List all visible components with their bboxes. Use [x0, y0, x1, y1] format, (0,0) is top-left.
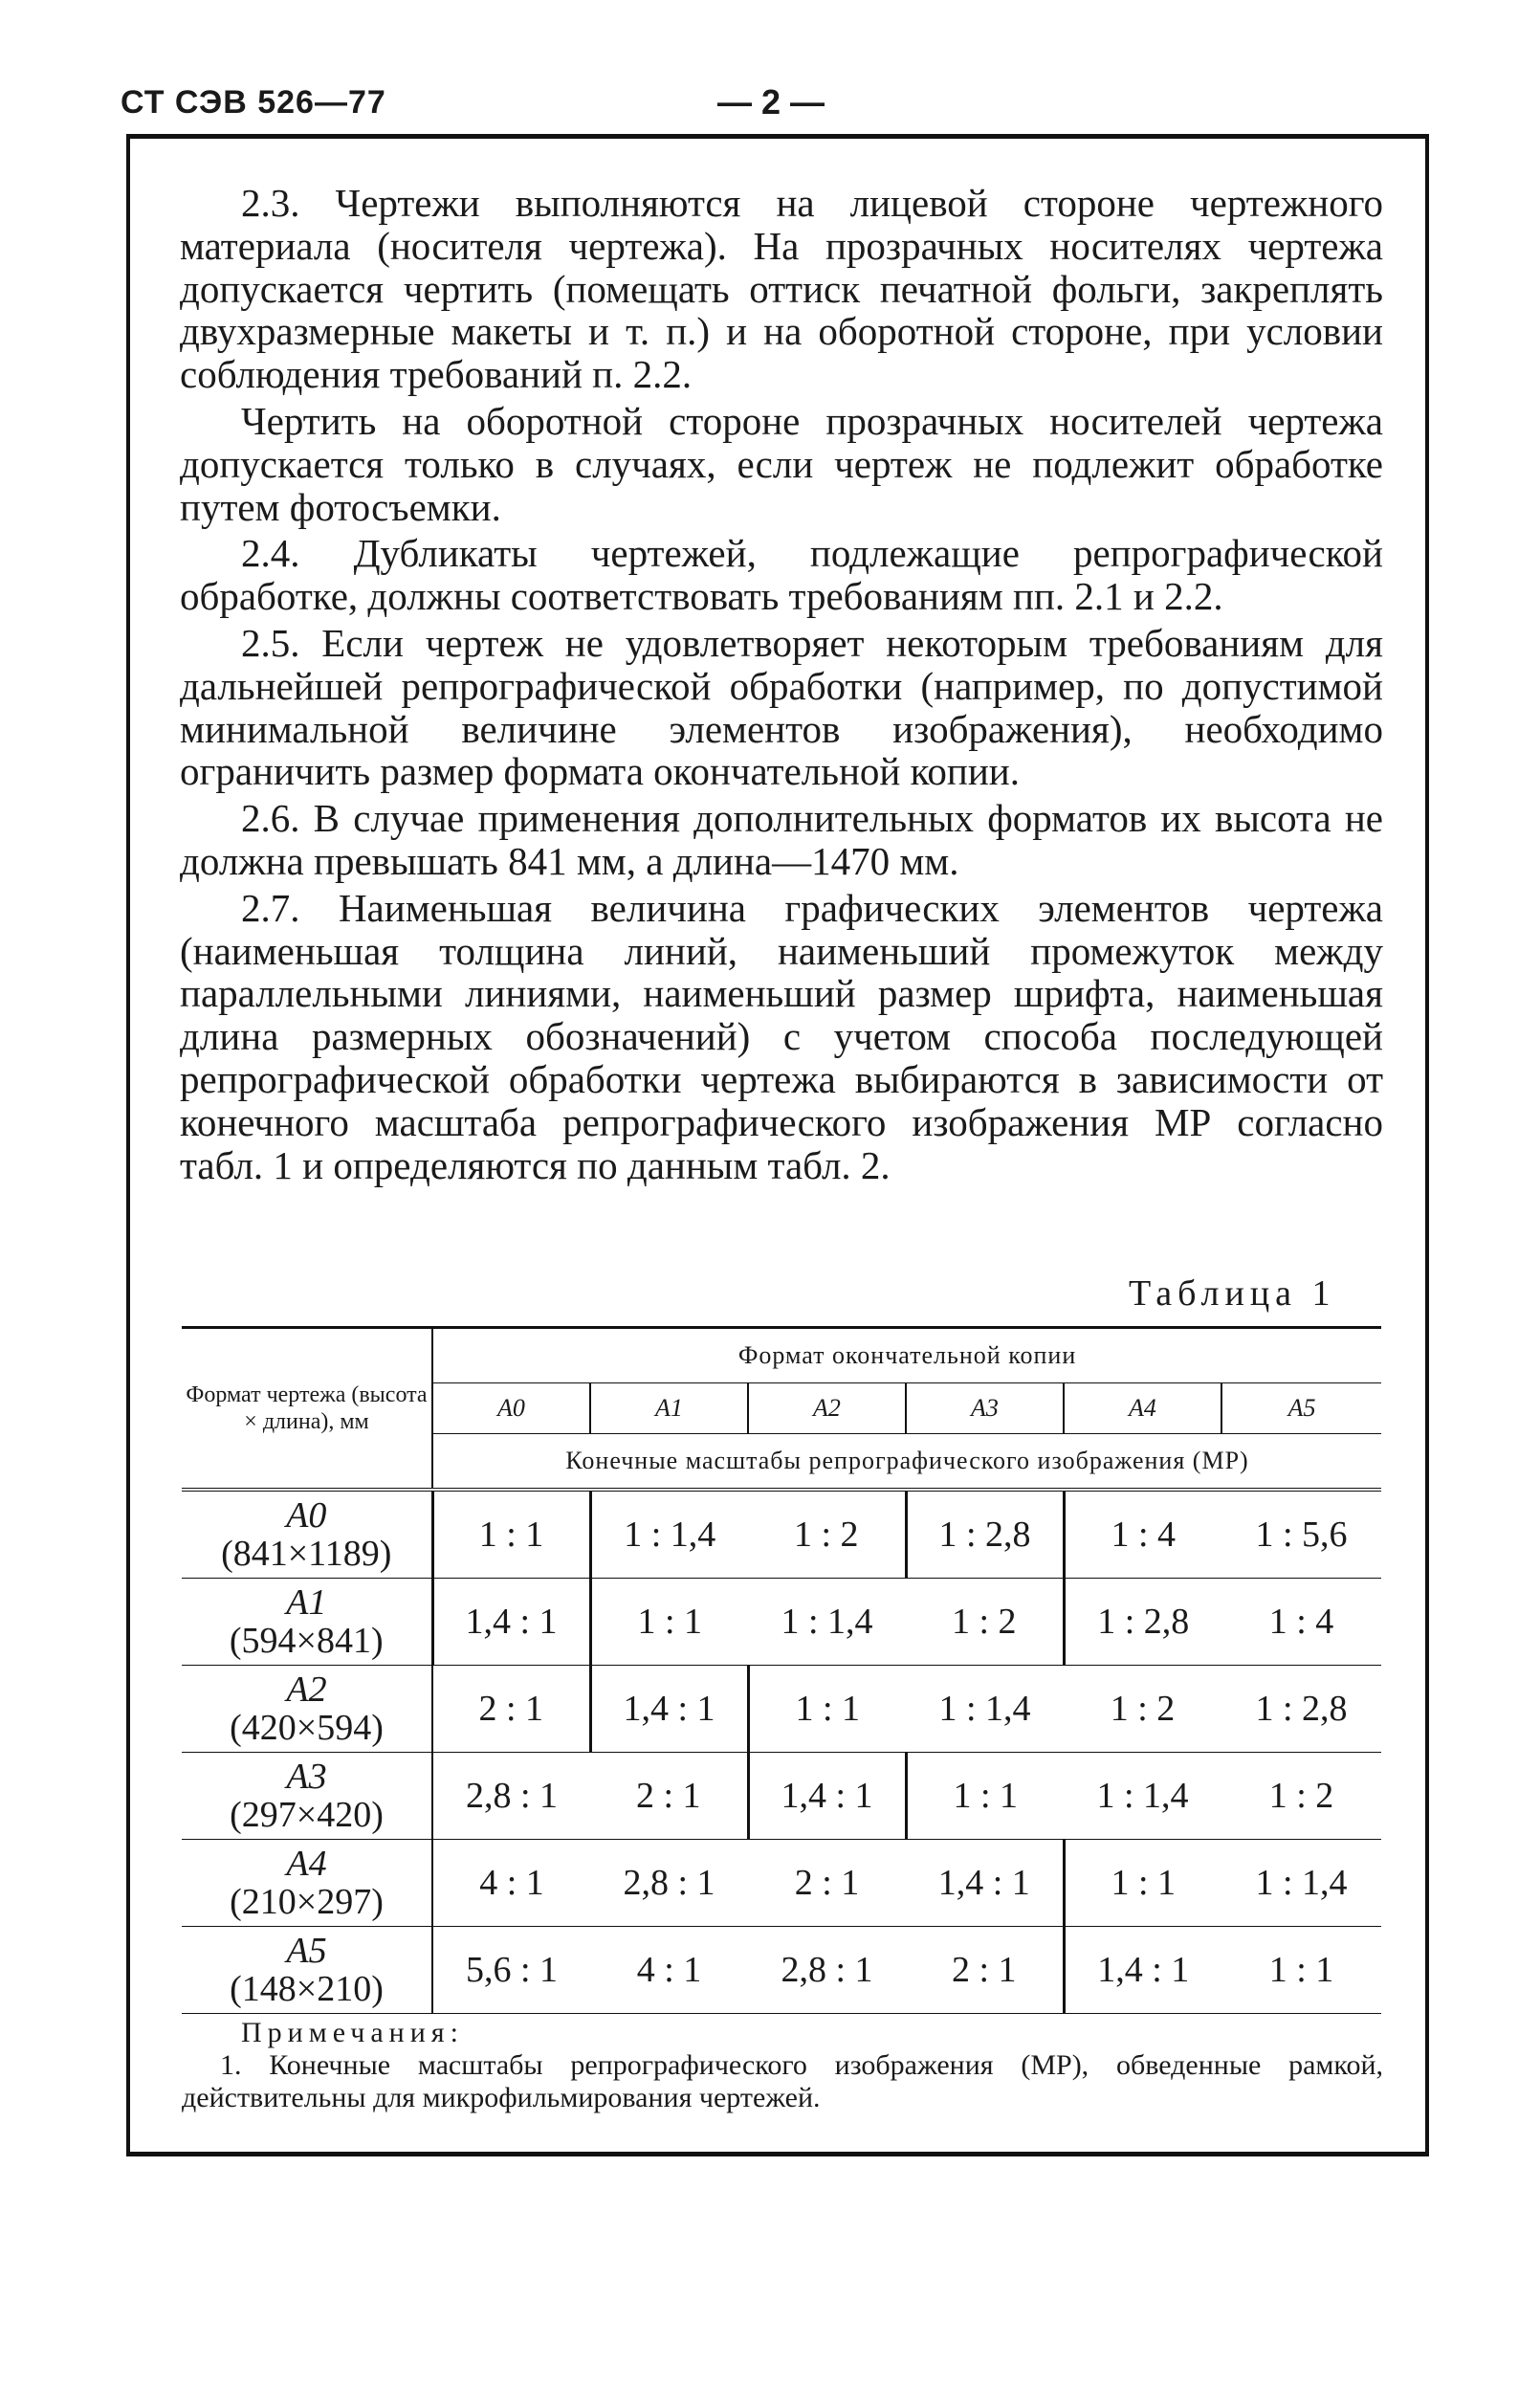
paragraph-2-7: 2.7. Наименьшая величина графических элементов чертежа (наименьшая толщина линий, наименьший промежуток между параллельными линиями, наименьший размер шрифта, наименьшая длина размерных обозначений) с учетом способа последующей репрографической обработки чертежа выбираются в зависимости от конечного масштаба репрографического изображения МР согласно табл. 1 и определяются по данным табл. 2. — [180, 885, 1383, 1187]
table-cell: 2,8 : 1 — [748, 1927, 906, 2014]
standard-code: СТ СЭВ 526—77 — [121, 84, 386, 121]
table-cell: 1 : 1,4 — [590, 1490, 748, 1579]
table-row — [182, 1579, 1381, 1666]
table-cell: 2 : 1 — [748, 1840, 906, 1927]
col-format-a3: A3 — [906, 1383, 1064, 1434]
row-label: A5 (148×210) — [182, 1927, 432, 2014]
table-cell: 1,4 : 1 — [748, 1753, 906, 1840]
table-cell: 1 : 1,4 — [1221, 1840, 1381, 1927]
table-cell: 2 : 1 — [590, 1753, 748, 1840]
table-cell: 1 : 2 — [906, 1579, 1064, 1666]
table-cell: 4 : 1 — [432, 1840, 590, 1927]
table-row — [182, 1753, 1381, 1840]
row-label: A1 (594×841) — [182, 1579, 432, 1666]
col-format-a5: A5 — [1221, 1383, 1381, 1434]
paragraph-2-5: 2.5. Если чертеж не удовлетворяет некоторым требованиям для дальнейшей репрографической обработки (например, по допустимой минимальной величине элементов изображения), необходимо ограничить размер формата окончательной копии. — [180, 620, 1383, 794]
col-subheader-mp: Конечные масштабы репрографического изображения (МР) — [432, 1434, 1381, 1491]
row-label: A2 (420×594) — [182, 1666, 432, 1753]
table-cell: 1 : 4 — [1064, 1490, 1221, 1579]
table-cell: 4 : 1 — [590, 1927, 748, 2014]
row-label: A3 (297×420) — [182, 1753, 432, 1840]
paragraph-2-3: 2.3. Чертежи выполняются на лицевой стороне чертежного материала (носителя чертежа). На прозрачных носителях чертежа допускается чертить (помещать оттиск печатной фольги, закреплять двухразмерные макеты и т. п.) и на оборотной стороне, при условии соблюдения требований п. 2.2. — [180, 181, 1383, 397]
table-row — [182, 1490, 1381, 1579]
col-header-final-copy-format: Формат окончательной копии — [432, 1328, 1381, 1383]
table-notes — [182, 2017, 1383, 2114]
table-cell: 1 : 1,4 — [1064, 1753, 1221, 1840]
table-cell: 1 : 1 — [590, 1579, 748, 1666]
note-item: 1. Конечные масштабы репрографического изображения (МР), обведенные рамкой, действительны для микрофильмирования чертежей. — [182, 2049, 1383, 2113]
table-cell: 5,6 : 1 — [432, 1927, 590, 2014]
table-cell: 1,4 : 1 — [432, 1579, 590, 1666]
body-text — [180, 182, 1383, 1190]
table-cell: 1 : 1,4 — [906, 1666, 1064, 1753]
table-cell: 2,8 : 1 — [432, 1753, 590, 1840]
table-cell: 1 : 1 — [1221, 1927, 1381, 2014]
col-format-a4: A4 — [1064, 1383, 1221, 1434]
table-row — [182, 1927, 1381, 2014]
table-cell: 1 : 1 — [906, 1753, 1064, 1840]
table-cell: 2 : 1 — [432, 1666, 590, 1753]
table-cell: 1 : 1,4 — [748, 1579, 906, 1666]
page-header — [121, 84, 1421, 132]
table-cell: 1 : 1 — [1064, 1840, 1221, 1927]
col-format-a1: A1 — [590, 1383, 748, 1434]
table-cell: 1 : 5,6 — [1221, 1490, 1381, 1579]
table-cell: 2,8 : 1 — [590, 1840, 748, 1927]
table-cell: 1 : 2,8 — [1221, 1666, 1381, 1753]
table-caption: Таблица 1 — [1129, 1273, 1336, 1314]
scale-table — [182, 1326, 1381, 2014]
paragraph-2-3-cont: Чертить на оборотной стороне прозрачных носителей чертежа допускается только в случаях, если чертеж не подлежит обработке путем фотосъемки. — [180, 398, 1383, 529]
page-number: — 2 — — [717, 82, 825, 122]
table-cell: 1,4 : 1 — [590, 1666, 748, 1753]
paragraph-2-6: 2.6. В случае применения дополнительных форматов их высота не должна превышать 841 мм, а длина—1470 мм. — [180, 796, 1383, 883]
table-cell: 1 : 1 — [432, 1490, 590, 1579]
col-format-a2: A2 — [748, 1383, 906, 1434]
paragraph-2-4: 2.4. Дубликаты чертежей, подлежащие репрографической обработке, должны соответствовать требованиям пп. 2.1 и 2.2. — [180, 531, 1383, 619]
table-cell: 1,4 : 1 — [1064, 1927, 1221, 2014]
table-row — [182, 1840, 1381, 1927]
table-cell: 1 : 2,8 — [906, 1490, 1064, 1579]
table-cell: 1 : 2 — [1064, 1666, 1221, 1753]
notes-title: Примечания: — [241, 2017, 464, 2048]
table-cell: 1 : 4 — [1221, 1579, 1381, 1666]
table-cell: 1 : 2,8 — [1064, 1579, 1221, 1666]
col-format-a0: A0 — [432, 1383, 590, 1434]
table-cell: 1 : 1 — [748, 1666, 906, 1753]
table-cell: 1,4 : 1 — [906, 1840, 1064, 1927]
col-header-drawing-format: Формат чертежа (высота × длина), мм — [182, 1328, 432, 1491]
table-cell: 2 : 1 — [906, 1927, 1064, 2014]
row-label: A0 (841×1189) — [182, 1490, 432, 1579]
row-label: A4 (210×297) — [182, 1840, 432, 1927]
table-cell: 1 : 2 — [748, 1490, 906, 1579]
table-cell: 1 : 2 — [1221, 1753, 1381, 1840]
table-row — [182, 1666, 1381, 1753]
